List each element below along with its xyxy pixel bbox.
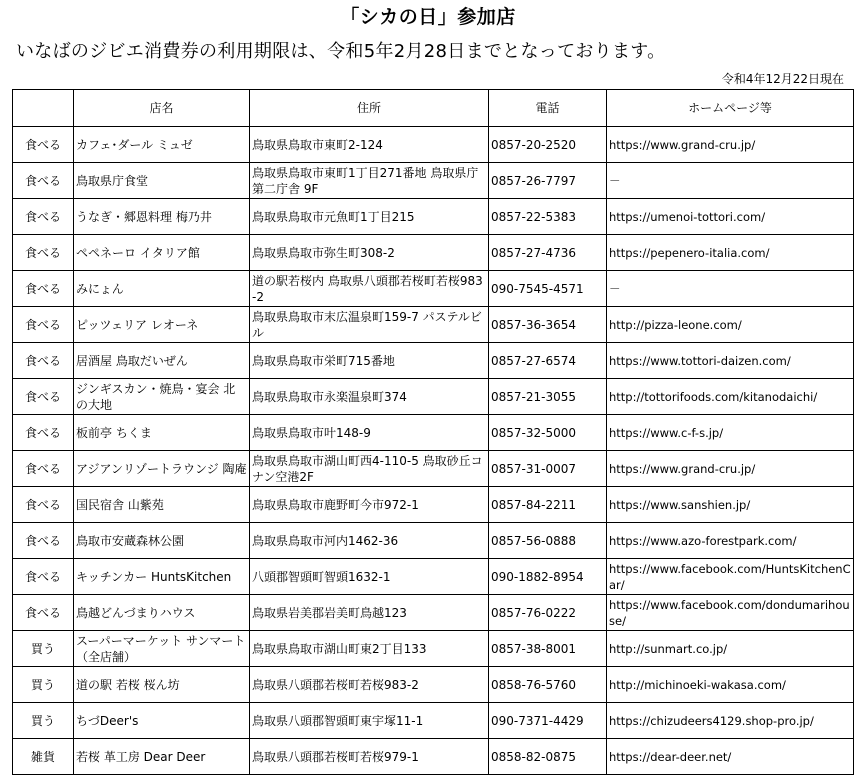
shop-name-cell: キッチンカー HuntsKitchen — [74, 559, 250, 595]
phone-cell: 0857-31-0007 — [489, 451, 607, 487]
shop-name-cell: うなぎ・郷恩料理 梅乃井 — [74, 199, 250, 235]
category-cell: 食べる — [13, 595, 74, 631]
shop-name-cell: 鳥取県庁食堂 — [74, 163, 250, 199]
shop-name-cell: 鳥取市安蔵森林公園 — [74, 523, 250, 559]
phone-cell: 090-1882-8954 — [489, 559, 607, 595]
table-row — [13, 343, 854, 379]
category-cell: 食べる — [13, 235, 74, 271]
category-cell: 食べる — [13, 127, 74, 163]
shop-name-cell: 板前亭 ちくま — [74, 415, 250, 451]
homepage-cell: https://www.grand-cru.jp/ — [607, 451, 854, 487]
shop-name-cell: ペペネーロ イタリア館 — [74, 235, 250, 271]
category-cell: 買う — [13, 703, 74, 739]
phone-cell: 0857-21-3055 — [489, 379, 607, 415]
address-cell: 鳥取県鳥取市鹿野町今市972-1 — [250, 487, 489, 523]
phone-cell: 0858-76-5760 — [489, 667, 607, 703]
header-address: 住所 — [250, 90, 489, 127]
category-cell: 食べる — [13, 523, 74, 559]
shop-name-cell: ピッツェリア レオーネ — [74, 307, 250, 343]
table-row — [13, 163, 854, 199]
address-cell: 鳥取県鳥取市湖山町西4-110-5 鳥取砂丘コナン空港2F — [250, 451, 489, 487]
homepage-cell: https://www.sanshien.jp/ — [607, 487, 854, 523]
address-cell: 鳥取県鳥取市末広温泉町159-7 パステルビル — [250, 307, 489, 343]
address-cell: 八頭郡智頭町智頭1632-1 — [250, 559, 489, 595]
address-cell: 鳥取県鳥取市弥生町308-2 — [250, 235, 489, 271]
homepage-cell: － — [607, 271, 854, 307]
phone-cell: 0857-20-2520 — [489, 127, 607, 163]
homepage-cell: http://pizza-leone.com/ — [607, 307, 854, 343]
homepage-cell: https://www.grand-cru.jp/ — [607, 127, 854, 163]
category-cell: 買う — [13, 667, 74, 703]
phone-cell: 0857-27-6574 — [489, 343, 607, 379]
category-cell: 雑貨 — [13, 739, 74, 775]
category-cell: 食べる — [13, 271, 74, 307]
table-row — [13, 199, 854, 235]
homepage-cell: https://www.c-f-s.jp/ — [607, 415, 854, 451]
category-cell: 食べる — [13, 379, 74, 415]
address-cell: 鳥取県八頭郡若桜町若桜983-2 — [250, 667, 489, 703]
shop-name-cell: みにょん — [74, 271, 250, 307]
phone-cell: 090-7545-4571 — [489, 271, 607, 307]
category-cell: 食べる — [13, 415, 74, 451]
table-row — [13, 307, 854, 343]
table-row — [13, 451, 854, 487]
table-row — [13, 739, 854, 775]
as-of-date: 令和4年12月22日現在 — [721, 72, 844, 86]
address-cell: 鳥取県鳥取市栄町715番地 — [250, 343, 489, 379]
table-row — [13, 235, 854, 271]
address-cell: 鳥取県八頭郡若桜町若桜979-1 — [250, 739, 489, 775]
phone-cell: 0857-36-3654 — [489, 307, 607, 343]
address-cell: 鳥取県鳥取市東町2-124 — [250, 127, 489, 163]
phone-cell: 0857-32-5000 — [489, 415, 607, 451]
table-row — [13, 271, 854, 307]
phone-cell: 0857-27-4736 — [489, 235, 607, 271]
homepage-cell: http://michinoeki-wakasa.com/ — [607, 667, 854, 703]
table-row — [13, 703, 854, 739]
address-cell: 鳥取県鳥取市河内1462-36 — [250, 523, 489, 559]
address-cell: 鳥取県鳥取市東町1丁目271番地 鳥取県庁第二庁舎 9F — [250, 163, 489, 199]
category-cell: 食べる — [13, 487, 74, 523]
homepage-cell: https://www.facebook.com/HuntsKitchenCar/ — [607, 559, 854, 595]
header-category — [13, 90, 74, 127]
homepage-cell: https://www.azo-forestpark.com/ — [607, 523, 854, 559]
category-cell: 食べる — [13, 163, 74, 199]
header-phone: 電話 — [489, 90, 607, 127]
table-row — [13, 379, 854, 415]
homepage-cell: － — [607, 163, 854, 199]
homepage-cell: https://pepenero-italia.com/ — [607, 235, 854, 271]
phone-cell: 090-7371-4429 — [489, 703, 607, 739]
table-row — [13, 667, 854, 703]
homepage-cell: https://www.tottori-daizen.com/ — [607, 343, 854, 379]
address-cell: 鳥取県鳥取市叶148-9 — [250, 415, 489, 451]
header-homepage: ホームページ等 — [607, 90, 854, 127]
table-row — [13, 595, 854, 631]
homepage-cell: https://dear-deer.net/ — [607, 739, 854, 775]
phone-cell: 0857-38-8001 — [489, 631, 607, 667]
category-cell: 食べる — [13, 199, 74, 235]
phone-cell: 0857-84-2211 — [489, 487, 607, 523]
phone-cell: 0857-26-7797 — [489, 163, 607, 199]
shop-table — [12, 89, 854, 775]
shop-name-cell: ジンギスカン・焼鳥・宴会 北の大地 — [74, 379, 250, 415]
homepage-cell: https://chizudeers4129.shop-pro.jp/ — [607, 703, 854, 739]
phone-cell: 0858-82-0875 — [489, 739, 607, 775]
address-cell: 道の駅若桜内 鳥取県八頭郡若桜町若桜983-2 — [250, 271, 489, 307]
address-cell: 鳥取県岩美郡岩美町鳥越123 — [250, 595, 489, 631]
category-cell: 買う — [13, 631, 74, 667]
address-cell: 鳥取県鳥取市湖山町東2丁目133 — [250, 631, 489, 667]
shop-name-cell: 鳥越どんづまりハウス — [74, 595, 250, 631]
homepage-cell: https://umenoi-tottori.com/ — [607, 199, 854, 235]
table-header-row — [13, 90, 854, 127]
category-cell: 食べる — [13, 559, 74, 595]
shop-name-cell: 道の駅 若桜 桜ん坊 — [74, 667, 250, 703]
category-cell: 食べる — [13, 451, 74, 487]
shop-name-cell: 居酒屋 鳥取だいぜん — [74, 343, 250, 379]
table-row — [13, 631, 854, 667]
table-row — [13, 559, 854, 595]
phone-cell: 0857-56-0888 — [489, 523, 607, 559]
expiry-notice: いなばのジビエ消費券の利用期限は、令和5年2月28日までとなっております。 — [16, 41, 666, 62]
shop-name-cell: ちづDeer's — [74, 703, 250, 739]
address-cell: 鳥取県八頭郡智頭町東宇塚11-1 — [250, 703, 489, 739]
table-row — [13, 127, 854, 163]
shop-name-cell: カフェ･ダール ミュゼ — [74, 127, 250, 163]
table-row — [13, 523, 854, 559]
address-cell: 鳥取県鳥取市元魚町1丁目215 — [250, 199, 489, 235]
shop-name-cell: 国民宿舎 山紫苑 — [74, 487, 250, 523]
table-row — [13, 415, 854, 451]
phone-cell: 0857-76-0222 — [489, 595, 607, 631]
shop-name-cell: アジアンリゾートラウンジ 陶庵 — [74, 451, 250, 487]
homepage-cell: https://www.facebook.com/dondumarihouse/ — [607, 595, 854, 631]
homepage-cell: http://sunmart.co.jp/ — [607, 631, 854, 667]
shop-name-cell: スーパーマーケット サンマート（全店舗） — [74, 631, 250, 667]
page-title: 「シカの日」参加店 — [340, 6, 516, 28]
homepage-cell: http://tottorifoods.com/kitanodaichi/ — [607, 379, 854, 415]
header-name: 店名 — [74, 90, 250, 127]
shop-name-cell: 若桜 革工房 Dear Deer — [74, 739, 250, 775]
table-row — [13, 487, 854, 523]
address-cell: 鳥取県鳥取市永楽温泉町374 — [250, 379, 489, 415]
category-cell: 食べる — [13, 307, 74, 343]
phone-cell: 0857-22-5383 — [489, 199, 607, 235]
category-cell: 食べる — [13, 343, 74, 379]
